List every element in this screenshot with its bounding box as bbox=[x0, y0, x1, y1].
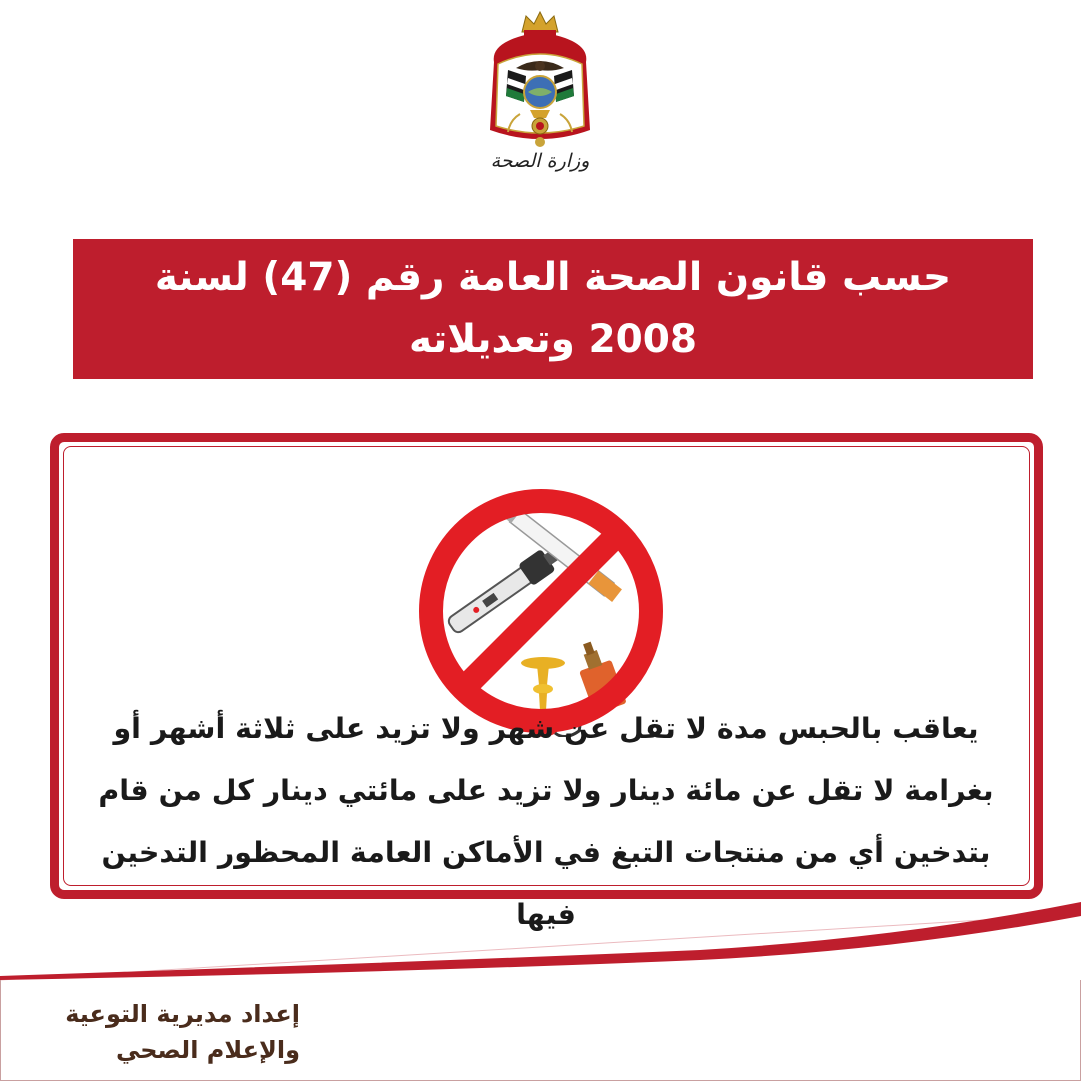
footer-credit bbox=[40, 996, 300, 1068]
footer-line-1: إعداد مديرية التوعية bbox=[65, 1000, 300, 1028]
penalty-text: يعاقب بالحبس مدة لا تقل عن شهر ولا تزيد على ثلاثة أشهر أو بغرامة لا تقل عن مائة دينار ولا تزيد على مائتي دينار كل من قام بتدخين أي من منتجات التبغ في الأماكن العامة المحظور التدخين فيها bbox=[98, 712, 994, 931]
footer-line-2: والإعلام الصحي bbox=[115, 1036, 300, 1064]
ministry-name: وزارة الصحة bbox=[490, 150, 590, 172]
law-title: حسب قانون الصحة العامة رقم (47) لسنة 2008 وتعديلاته bbox=[154, 255, 952, 362]
decorative-wave bbox=[0, 880, 1081, 990]
coat-of-arms-emblem bbox=[480, 10, 600, 160]
penalty-notice-box bbox=[50, 433, 1043, 931]
law-banner bbox=[73, 239, 1033, 379]
